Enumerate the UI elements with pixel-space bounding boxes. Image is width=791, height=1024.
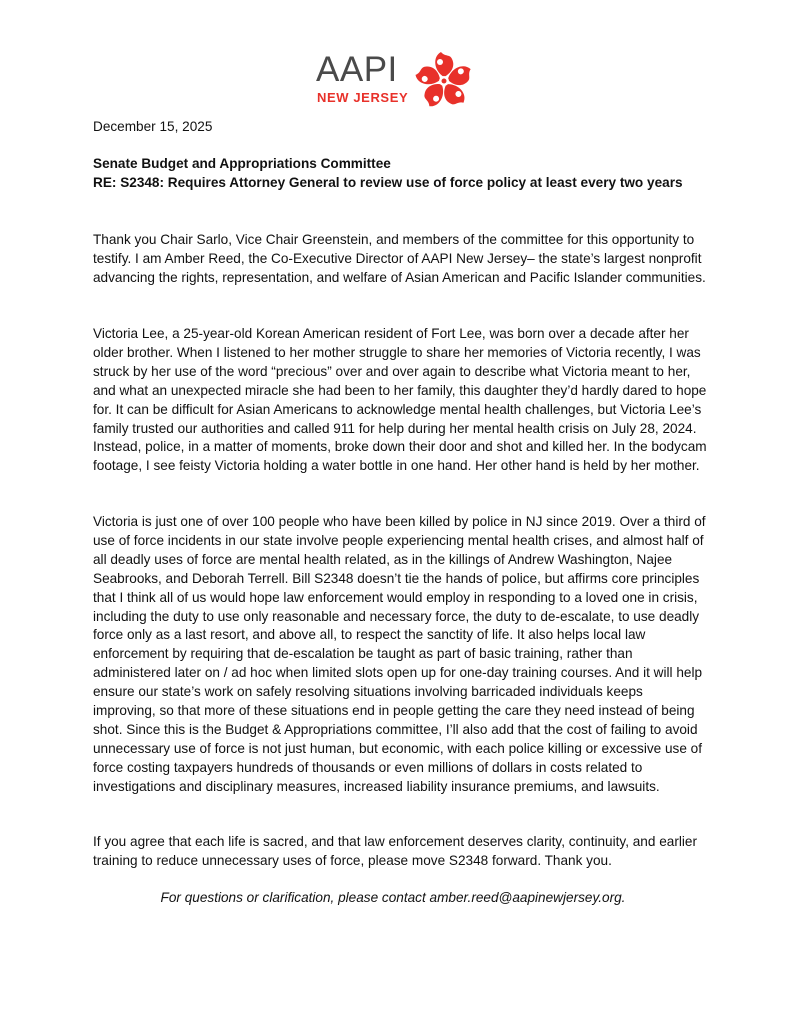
committee-heading: Senate Budget and Appropriations Committee — [93, 156, 391, 171]
subject-line: RE: S2348: Requires Attorney General to review use of force policy at least every two years — [93, 175, 683, 190]
logo-wordmark: AAPI — [316, 50, 398, 89]
body-paragraph-story: Victoria Lee, a 25-year-old Korean American resident of Fort Lee, was born over a decade after her older brother. When I listened to her mother struggle to share her memories of Victoria recently, I was struck by her use of the word “precious” over and over again to describe what Victoria meant to her, and what an unexpected miracle she had been to her family, this daughter they’d hardly dared to hope for. It can be difficult for Asian Americans to acknowledge mental health challenges, but Victoria Lee’s family trusted our authorities and called 911 for help during her mental health crisis on July 28, 2024. Instead, police, in a matter of moments, broke down their door and shot and killed her. In the bodycam footage, I see feisty Victoria holding a water bottle in one hand. Her other hand is held by her mother. — [93, 326, 707, 474]
flower-icon — [412, 50, 476, 112]
body-paragraph-intro: Thank you Chair Sarlo, Vice Chair Greenstein, and members of the committee for this opportunity to testify. I am Amber Reed, the Co-Executive Director of AAPI New Jersey– the state’s largest nonprofit advancing the rights, representation, and welfare of Asian American and Pacific Islander communities. — [93, 232, 706, 285]
organization-logo — [316, 50, 478, 112]
logo-subtitle: NEW JERSEY — [317, 90, 409, 105]
body-paragraph-closing: If you agree that each life is sacred, and that law enforcement deserves clarity, continuity, and earlier training to reduce unnecessary uses of force, please move S2348 forward. Thank you. — [93, 834, 697, 868]
contact-line: For questions or clarification, please contact amber.reed@aapinewjersey.org. — [160, 890, 626, 905]
letter-date: December 15, 2025 — [93, 119, 213, 134]
body-paragraph-argument: Victoria is just one of over 100 people who have been killed by police in NJ since 2019. Over a third of use of force incidents in our state involve people experiencing mental health crises, and almost half of all deadly uses of force are mental health related, as in the killings of Andrew Washington, Najee Seabrooks, and Deborah Terrell. Bill S2348 doesn’t tie the hands of police, but affirms core principles that I think all of us would hope law enforcement would employ in responding to a loved one in crisis, including the duty to use only reasonable and necessary force, the duty to de-escalate, to use deadly force only as a last resort, and above all, to respect the sanctity of life. It also helps local law enforcement by requiring that de-escalation be taught as part of basic training, rather than administered later on / ad hoc when limited slots open up for one-day training courses. And it will help ensure our state’s work on safely resolving situations involving barricaded individuals keeps improving, so that more of these situations end in people getting the care they need instead of being shot. Since this is the Budget & Appropriations committee, I’ll also add that the cost of failing to avoid unnecessary use of force is not just human, but economic, with each police killing or excessive use of force costing taxpayers hundreds of thousands or even millions of dollars in costs related to investigations and disciplinary measures, increased liability insurance premiums, and lawsuits. — [93, 514, 706, 794]
